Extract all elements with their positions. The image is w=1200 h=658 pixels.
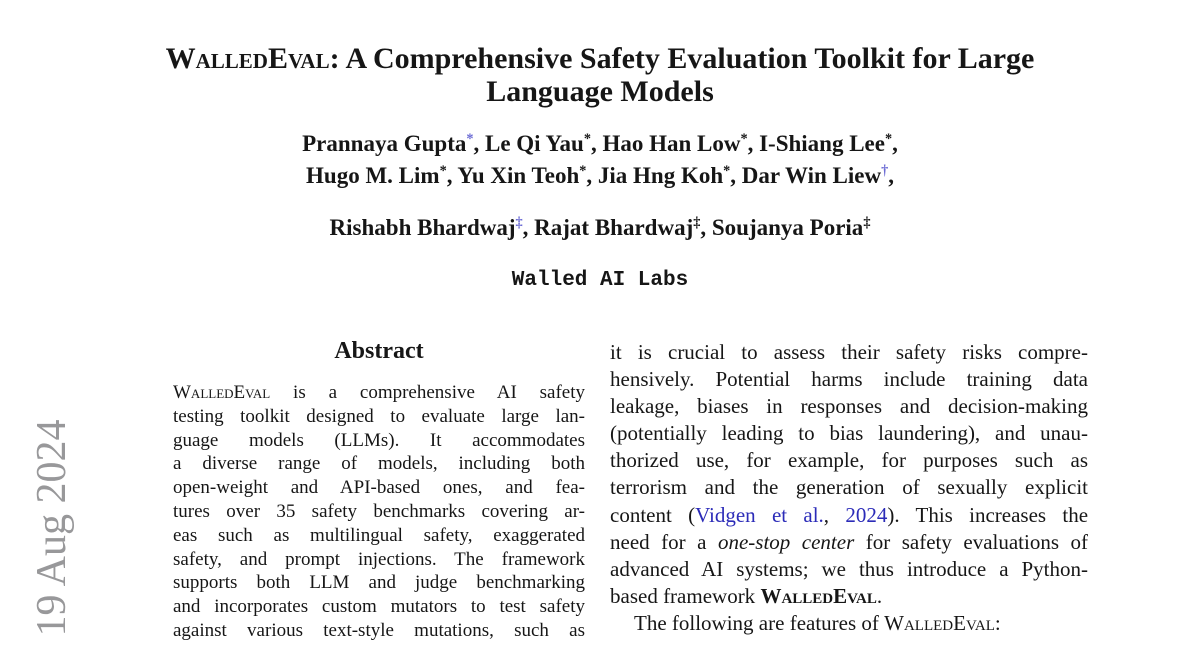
author-separator: , xyxy=(586,163,598,188)
body-text-line-citation xyxy=(610,502,1088,529)
author-name: Hugo M. Lim xyxy=(306,163,440,188)
abstract-text-line: against various text-style mutations, such as xyxy=(173,619,585,641)
body-text: . xyxy=(876,583,883,608)
arxiv-date-watermark: 19 Aug 2024 xyxy=(29,419,75,637)
body-text: , xyxy=(823,502,846,527)
citation-link-year[interactable]: 2024 xyxy=(845,502,888,527)
author-name: Yu Xin Teoh xyxy=(457,163,580,188)
author-name: Soujanya Poria xyxy=(711,215,864,240)
abstract-text: is a comprehensive AI safety xyxy=(270,382,585,403)
abstract-heading: Abstract xyxy=(334,338,424,364)
author-name: Prannaya Gupta xyxy=(302,131,467,156)
intro-section xyxy=(610,339,1088,637)
footnote-asterisk: * xyxy=(579,163,587,180)
italic-term: one-stop center xyxy=(717,529,855,554)
author-separator: , xyxy=(446,163,458,188)
author-separator: , xyxy=(892,131,898,156)
footnote-asterisk: * xyxy=(723,163,731,180)
abstract-text-line: and incorporates custom mutators to test safety xyxy=(173,596,585,618)
author-line-1 xyxy=(0,128,1200,160)
brand-walledeval: WalledEval xyxy=(760,583,877,608)
abstract-text-line: guage models (LLMs). It accommodates xyxy=(173,429,585,451)
abstract-text-line: supports both LLM and judge benchmarking xyxy=(173,572,585,594)
footnote-asterisk: * xyxy=(583,131,591,148)
title-text: : A Comprehensive Safety Evaluation Toolkit for Large xyxy=(329,42,1035,75)
paper-title-line2: Language Models xyxy=(486,75,714,108)
author-line-2 xyxy=(0,160,1200,192)
author-separator: , xyxy=(888,163,894,188)
author-separator: , xyxy=(700,215,712,240)
footnote-double-dagger-link[interactable]: ‡ xyxy=(515,215,523,232)
author-name: Rishabh Bhardwaj xyxy=(329,215,516,240)
citation-link-authors[interactable]: Vidgen et al. xyxy=(695,502,824,527)
abstract-text-line xyxy=(173,381,585,405)
body-text-line xyxy=(610,529,1088,556)
footnote-double-dagger: ‡ xyxy=(693,215,701,232)
abstract-text-line: open-weight and API-based ones, and fea- xyxy=(173,477,585,499)
footnote-dagger-link[interactable]: † xyxy=(881,163,889,180)
body-text-line: (potentially leading to bias laundering), and unau- xyxy=(610,421,1088,446)
abstract-text-line: eas such as multilingual safety, exaggerated xyxy=(173,524,585,546)
abstract-text-line: tures over 35 safety benchmarks covering ar- xyxy=(173,500,585,522)
author-separator: , xyxy=(473,131,485,156)
author-separator: , xyxy=(590,131,603,156)
author-line-3 xyxy=(0,213,1200,243)
body-text-line xyxy=(610,583,1088,610)
author-separator: , xyxy=(730,163,742,188)
abstract-text-line: testing toolkit designed to evaluate large lan- xyxy=(173,405,585,427)
body-text-line: terrorism and the generation of sexually explicit xyxy=(610,475,1088,500)
brand-walledeval: WalledEval xyxy=(173,382,271,403)
author-name: Jia Hng Koh xyxy=(597,163,724,188)
footnote-asterisk-link[interactable]: * xyxy=(466,131,474,148)
body-text: for safety evaluations of xyxy=(854,529,1089,554)
body-text-line: thorized use, for example, for purposes such as xyxy=(610,448,1088,473)
author-name: Hao Han Low xyxy=(602,131,741,156)
body-text: The following are features of xyxy=(634,610,885,635)
abstract-text-line: safety, and prompt injections. The framework xyxy=(173,548,585,570)
abstract-text-line: a diverse range of models, including both xyxy=(173,453,585,475)
body-text: need for a xyxy=(610,529,718,554)
author-name: I-Shiang Lee xyxy=(759,131,885,156)
body-text-line xyxy=(610,610,1088,637)
body-text-line: advanced AI systems; we thus introduce a Python- xyxy=(610,556,1088,581)
footnote-asterisk: * xyxy=(740,131,748,148)
body-text: : xyxy=(994,610,1001,635)
author-separator: , xyxy=(747,131,760,156)
body-text-line: leakage, biases in responses and decision-making xyxy=(610,394,1088,419)
body-text-line: it is crucial to assess their safety risks compre- xyxy=(610,340,1088,364)
author-name: Dar Win Liew xyxy=(741,163,882,188)
footnote-asterisk: * xyxy=(884,131,893,148)
author-separator: , xyxy=(522,215,535,240)
paper-title xyxy=(0,42,1200,108)
affiliation: Walled AI Labs xyxy=(511,269,689,292)
brand-walledeval: WalledEval xyxy=(884,610,995,635)
footnote-double-dagger: ‡ xyxy=(863,215,871,232)
abstract-section xyxy=(173,337,585,643)
footnote-asterisk: * xyxy=(439,163,447,180)
author-name: Rajat Bhardwaj xyxy=(534,215,694,240)
author-name: Le Qi Yau xyxy=(484,131,584,156)
paper-title-line1 xyxy=(0,42,1200,75)
body-text: based framework xyxy=(610,583,761,608)
author-list xyxy=(0,128,1200,192)
body-text-line: hensively. Potential harms include training data xyxy=(610,367,1088,392)
body-text: content ( xyxy=(610,502,696,527)
brand-walledeval: WalledEval xyxy=(165,42,330,75)
body-text: ). This increases the xyxy=(887,502,1089,527)
